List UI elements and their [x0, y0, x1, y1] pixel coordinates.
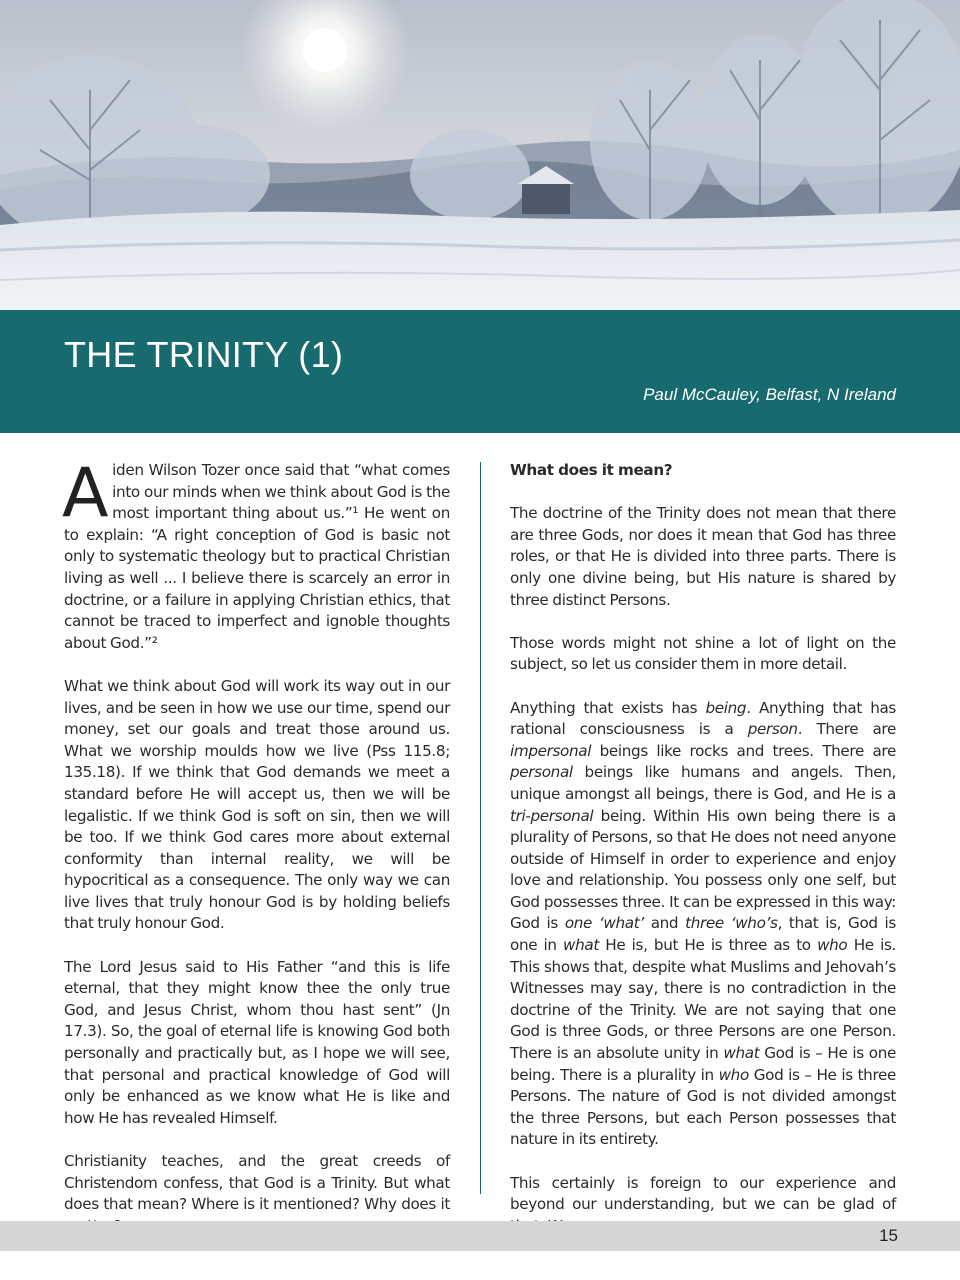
body-paragraph: What we think about God will work its way out in our lives, and be seen in how we use our time, spend our money, set our goals and treat those around us. What we worship moulds how we live (Pss 115.8; 135.18). If we think that God demands we meet a standard before He will accept us, then we will be legalistic. If we think God is soft on sin, then we will be too. If we think God cares more about external conformity than internal reality, we will be hypocritical as a consequence. The only way we can live lives that truly honour God is by holding beliefs that truly honour God. [64, 676, 450, 933]
body-paragraph: Christianity teaches, and the great creeds of Christendom confess, that God is a Trinity. But what does that mean? Where is it mentioned? Why does it [64, 1152, 450, 1214]
column-divider [480, 462, 481, 1194]
footer-bar [0, 1221, 960, 1251]
body-paragraph: Those words might not shine a lot of light on the subject, so let us consider them in more detail. [510, 633, 896, 674]
author-byline: Paul McCauley, Belfast, N Ireland [643, 385, 896, 404]
left-column [62, 454, 450, 1259]
page-number: 15 [879, 1226, 898, 1245]
title-band [0, 310, 960, 433]
body-paragraph: The doctrine of the Trinity does not mean that there are three Gods, nor does it mean that God has three roles, or that He is divided into three parts. There is only one divine being, but His nature is shared by three distinct Persons. [510, 504, 896, 609]
intro-paragraph: Aiden Wilson Tozer once said that “what comes into our minds when we think about God is the most important thing about us.”¹ He went on to explain: “A right conception of God is basic not only to systematic theology but to practical Christian living as well ... I believe there is scarcely an error in doctrine, or a failure in applying Christian ethics, that cannot be traced to imperfect and ignoble thoughts about God.”² [62, 454, 450, 652]
drop-cap: A [62, 454, 109, 533]
article-title: THE TRINITY (1) [64, 334, 344, 375]
body-paragraph: The Lord Jesus said to His Father “and this is life eternal, that they might know thee the only true God, and Jesus Christ, whom thou hast sent” (Jn 17.3). So, the goal of eternal life is knowing God both personally and practically but, as I hope we will see, that personal and practical knowledge of God will only be enhanced as we know what He is like and how He has revealed Himself. [64, 957, 450, 1127]
section-heading: What does it mean? [510, 461, 673, 479]
body-paragraph: Anything that exists has being. Anything that has rational consciousness is a person. There are impersonal beings like rocks and trees. There are personal beings like humans and angels. Then, unique amongst all beings, there is God, and He is a tri-personal being. Within His own being there is a plurality of Persons, so that He does not need anyone outside of Himself in order to experience and enjoy love and relationship. You possess only one self, but God possesses three. It can be expressed in this way: God is one ‘what’ and three ‘who’s, that is, God is one in what He is, but He is three as to who He is. This shows that, despite what Muslims and Jehovah’s Witnesses may say, there is no contradiction in the doctrine of the Trinity. We are not saying that one God is three Gods, or three Persons are one Person. There is an absolute unity in what God is – He is one being. There is a plurality in who God is – He is three Persons. The nature of God is not divided amongst the three Persons, but each Person possesses that nature in its entirety. [510, 698, 897, 1149]
right-column [510, 460, 896, 1259]
body-paragraph: This certainly is foreign to our experience and beyond our understanding, but we can be glad of [510, 1173, 896, 1214]
hero-winter-image [0, 0, 960, 310]
